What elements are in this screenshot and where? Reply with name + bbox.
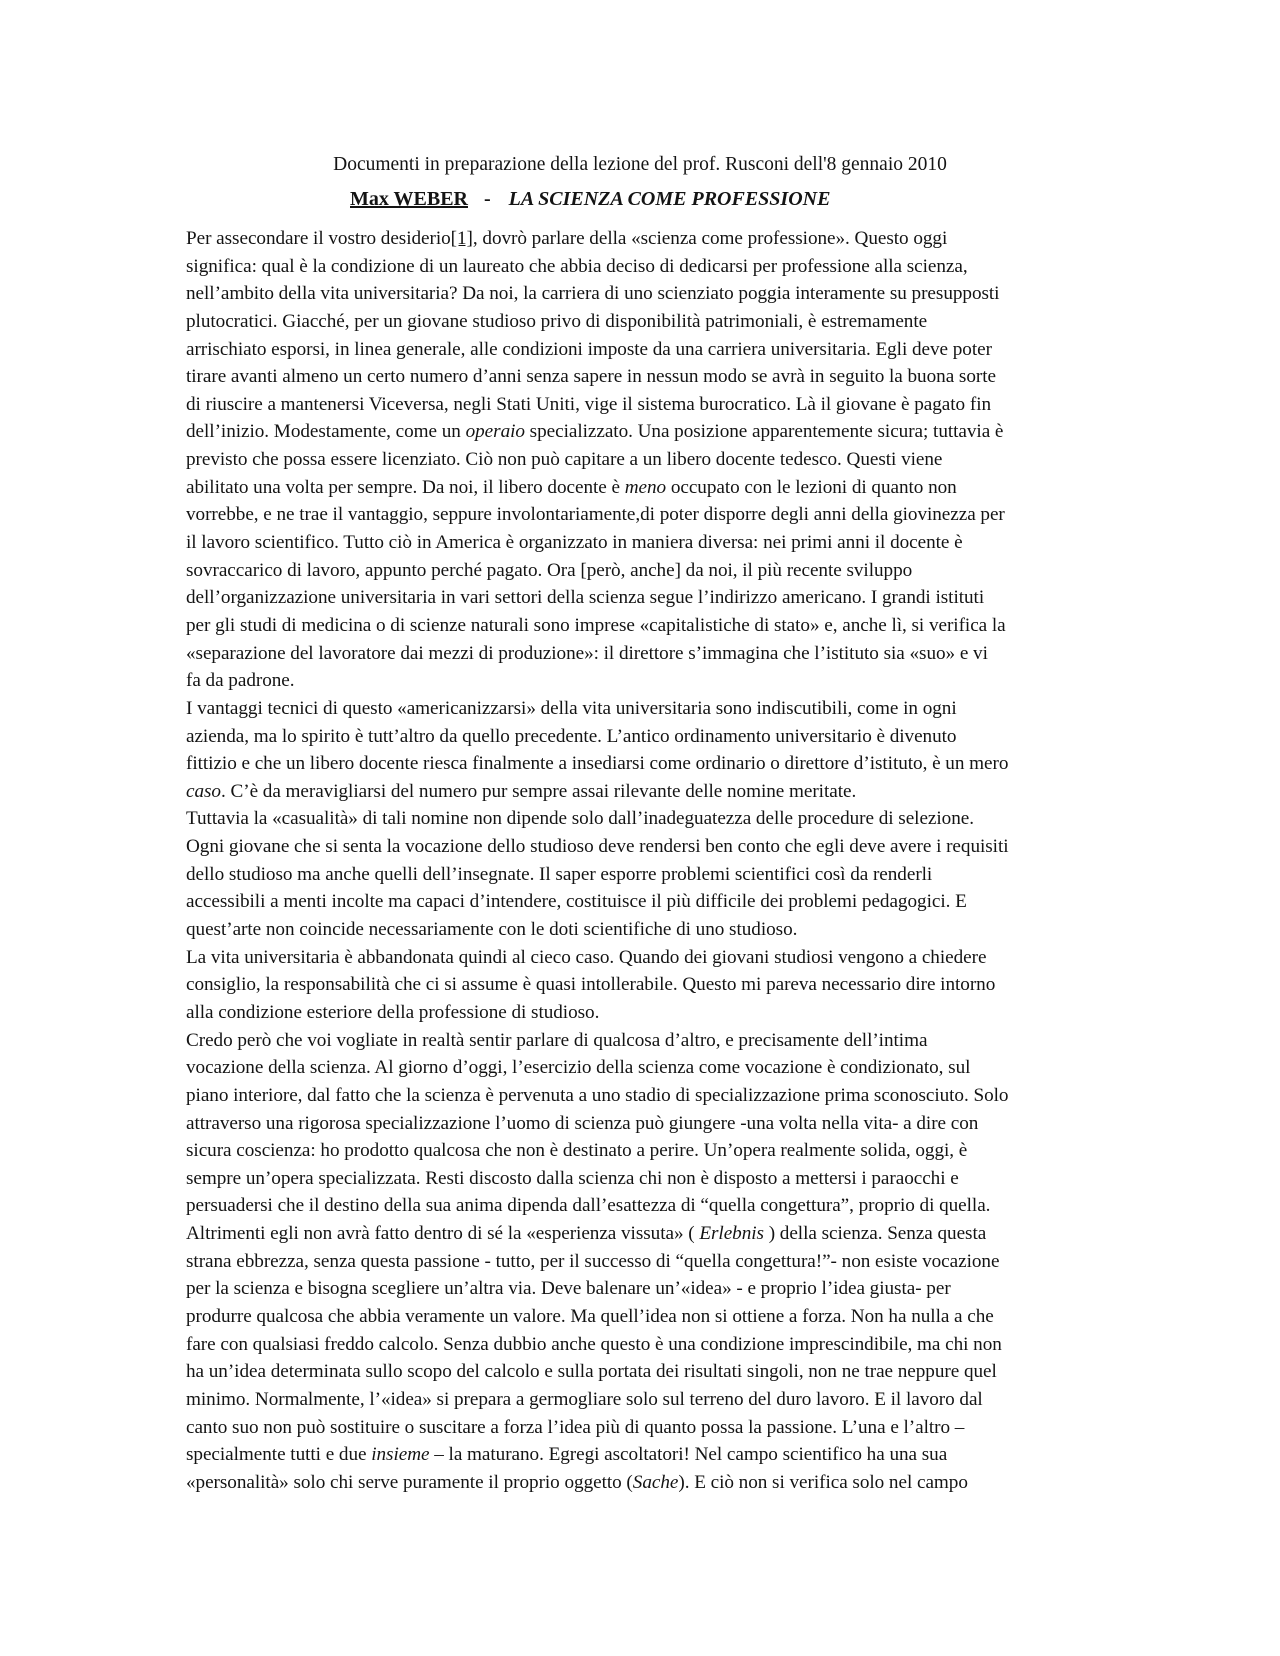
text-segment: persuadersi che il destino della sua anima dipenda dall’esattezza di “quella congettura”, proprio di quella. <box>186 1195 991 1217</box>
text-segment: sempre un’opera specializzata. Resti discosto dalla scienza chi non è disposto a mettersi i paraocchi e <box>186 1167 959 1189</box>
text-segment: specializzato. Una posizione apparentemente sicura; tuttavia è <box>524 421 1004 443</box>
text-line <box>186 557 1076 585</box>
text-line <box>186 529 1076 557</box>
text-segment: vocazione della scienza. Al giorno d’oggi, l’esercizio della scienza come vocazione è condizionato, sul <box>186 1057 971 1079</box>
text-segment: . C’è da meravigliarsi del numero pur sempre assai rilevante delle nomine meritate. <box>220 780 857 802</box>
text-segment: per la scienza e bisogna scegliere un’altra via. Deve balenare un’«idea» - e proprio l’idea giusta- per <box>186 1278 951 1300</box>
text-segment: azienda, ma lo spirito è tutt’altro da quello precedente. L’antico ordinamento universitario è divenuto <box>186 725 957 747</box>
emphasized-text: Erlebnis <box>699 1223 764 1245</box>
text-segment: abilitato una volta per sempre. Da noi, il libero docente è <box>186 476 625 498</box>
text-line <box>186 308 1076 336</box>
text-segment: I vantaggi tecnici di questo «americanizzarsi» della vita universitaria sono indiscutibili, come in ogni <box>186 697 957 719</box>
text-segment: consiglio, la responsabilità che ci si assume è quasi intollerabile. Questo mi pareva necessario dire intorno <box>186 974 996 996</box>
text-line <box>186 1054 1076 1082</box>
emphasized-text: Sache <box>632 1471 679 1493</box>
heading-dash: - <box>483 188 491 210</box>
text-segment: La vita universitaria è abbandonata quindi al cieco caso. Quando dei giovani studiosi vengono a chiedere <box>186 946 987 968</box>
text-segment: plutocratici. Giacché, per un giovane studioso privo di disponibilità patrimoniali, è estremamente <box>186 310 928 332</box>
text-segment: dello studioso ma anche quelli dell’insegnate. Il saper esporre problemi scientifici così da renderli <box>186 863 933 885</box>
text-segment: vorrebbe, e ne trae il vantaggio, seppure involontariamente,di poter disporre degli anni della giovinezza per <box>186 504 1005 526</box>
text-line <box>186 916 1076 944</box>
text-line <box>186 750 1076 778</box>
footnote-reference[interactable]: [1] <box>450 228 473 249</box>
author-name: Max WEBER <box>350 188 468 210</box>
text-segment: tirare avanti almeno un certo numero d’anni senza sapere in nessun modo se avrà in seguito la buona sorte <box>186 366 996 388</box>
emphasized-text: caso <box>186 780 221 802</box>
text-segment: piano interiore, dal fatto che la scienza è pervenuta a uno stadio di specializzazione prima sconosciuto. Solo <box>186 1084 1009 1106</box>
text-line <box>186 584 1076 612</box>
text-line <box>186 861 1076 889</box>
text-line <box>186 805 1076 833</box>
text-segment: previsto che possa essere licenziato. Ciò non può capitare a un libero docente tedesco. Questi viene <box>186 449 943 471</box>
text-segment: minimo. Normalmente, l’«idea» si prepara a germogliare solo sul terreno del duro lavoro. E il lavoro dal <box>186 1388 983 1410</box>
text-line <box>186 1358 1076 1386</box>
text-line <box>186 971 1076 999</box>
text-line <box>186 667 1076 695</box>
text-line <box>186 1469 1076 1497</box>
text-segment: arrischiato esporsi, in linea generale, alle condizioni imposte da una carriera universitaria. Egli deve poter <box>186 338 992 360</box>
text-segment: il lavoro scientifico. Tutto ciò in America è organizzato in maniera diversa: nei primi anni il docente è <box>186 532 963 554</box>
text-segment: sovraccarico di lavoro, appunto perché pagato. Ora [però, anche] da noi, il più recente sviluppo <box>186 559 913 581</box>
text-line <box>186 1165 1076 1193</box>
text-line <box>186 1414 1076 1442</box>
text-segment: occupato con le lezioni di quanto non <box>666 476 957 498</box>
text-line <box>186 999 1076 1027</box>
text-segment: alla condizione esteriore della professione di studioso. <box>186 1001 600 1023</box>
text-segment: Per assecondare il vostro desiderio <box>186 228 451 249</box>
text-segment: per gli studi di medicina o di scienze naturali sono imprese «capitalistiche di stato» e, anche lì, si verifica la <box>186 614 1006 636</box>
text-line <box>186 1082 1076 1110</box>
text-segment: fa da padrone. <box>186 670 295 692</box>
text-line <box>186 336 1076 364</box>
text-line <box>186 944 1076 972</box>
text-line <box>186 225 1076 253</box>
work-title: LA SCIENZA COME PROFESSIONE <box>508 188 831 210</box>
text-segment: ). E ciò non si verifica solo nel campo <box>678 1471 968 1493</box>
text-segment: , dovrò parlare della «scienza come professione». Questo oggi <box>472 228 948 249</box>
text-line <box>186 1303 1076 1331</box>
emphasized-text: insieme <box>371 1444 430 1466</box>
text-segment: «personalità» solo chi serve puramente il proprio oggetto ( <box>186 1471 633 1493</box>
emphasized-text: meno <box>624 476 667 498</box>
text-segment: ) della scienza. Senza questa <box>763 1223 987 1245</box>
text-segment: fittizio e che un libero docente riesca finalmente a insediarsi come ordinario o direttore d’istituto, è un mero <box>186 753 1009 775</box>
document-title: Documenti in preparazione della lezione del prof. Rusconi dell'8 gennaio 2010 <box>333 154 947 175</box>
text-line <box>186 280 1076 308</box>
text-segment: Tuttavia la «casualità» di tali nomine non dipende solo dall’inadeguatezza delle procedure di selezione. <box>186 808 974 830</box>
text-segment: ha un’idea determinata sullo scopo del calcolo e sulla portata dei risultati singoli, non ne trae neppure quel <box>186 1361 997 1383</box>
emphasized-text: operaio <box>465 421 525 443</box>
text-segment: – la maturano. Egregi ascoltatori! Nel campo scientifico ha una sua <box>429 1444 948 1466</box>
body-text <box>186 225 1076 1496</box>
text-line <box>186 1137 1076 1165</box>
text-segment: Altrimenti egli non avrà fatto dentro di sé la «esperienza vissuta» ( <box>186 1223 700 1245</box>
text-line <box>186 612 1076 640</box>
text-segment: attraverso una rigorosa specializzazione l’uomo di scienza può giungere -una volta nella vita- a dire con <box>186 1112 979 1134</box>
text-line <box>186 1220 1076 1248</box>
text-line <box>186 1192 1076 1220</box>
text-line <box>186 1110 1076 1138</box>
text-line <box>186 1386 1076 1414</box>
text-segment: accessibili a menti incolte ma capaci d’intendere, costituisce il più difficile dei problemi pedagogici. E <box>186 891 967 913</box>
text-line <box>186 1027 1076 1055</box>
text-line <box>186 363 1076 391</box>
text-line <box>186 391 1076 419</box>
lecture-heading <box>350 187 830 211</box>
text-segment: sicura coscienza: ho prodotto qualcosa che non è destinato a perire. Un’opera realmente solida, oggi, è <box>186 1140 968 1162</box>
text-segment: di riuscire a mantenersi Viceversa, negli Stati Uniti, vige il sistema burocratico. Là il giovane è pagato fin <box>186 393 992 415</box>
text-line <box>186 1441 1076 1469</box>
text-segment: Credo però che voi vogliate in realtà sentir parlare di qualcosa d’altro, e precisamente dell’intima <box>186 1029 928 1051</box>
text-line <box>186 253 1076 281</box>
text-line <box>186 833 1076 861</box>
text-line <box>186 695 1076 723</box>
text-line <box>186 723 1076 751</box>
text-line <box>186 501 1076 529</box>
text-line <box>186 1331 1076 1359</box>
text-line <box>186 446 1076 474</box>
text-segment: dell’inizio. Modestamente, come un <box>186 421 466 443</box>
text-line <box>186 640 1076 668</box>
text-segment: specialmente tutti e due <box>186 1444 372 1466</box>
text-segment: strana ebbrezza, senza questa passione - tutto, per il successo di “quella congettura!”- non esiste vocazione <box>186 1250 1000 1272</box>
text-segment: quest’arte non coincide necessariamente con le doti scientifiche di uno studioso. <box>186 919 798 941</box>
text-segment: canto suo non può sostituire o suscitare a forza l’idea più di quanto possa la passione. L’una e l’altro – <box>186 1416 965 1438</box>
text-line <box>186 1248 1076 1276</box>
text-line <box>186 1275 1076 1303</box>
text-line <box>186 418 1076 446</box>
text-segment: produrre qualcosa che abbia veramente un valore. Ma quell’idea non si ottiene a forza. Non ha nulla a che <box>186 1305 994 1327</box>
text-line <box>186 778 1076 806</box>
text-segment: Ogni giovane che si senta la vocazione dello studioso deve rendersi ben conto che egli deve avere i requisiti <box>186 836 1009 858</box>
text-segment: significa: qual è la condizione di un laureato che abbia deciso di dedicarsi per professione alla scienza, <box>186 255 968 277</box>
text-segment: fare con qualsiasi freddo calcolo. Senza dubbio anche questo è una condizione imprescindibile, ma chi non <box>186 1333 1002 1355</box>
text-segment: dell’organizzazione universitaria in vari settori della scienza segue l’indirizzo americano. I grandi istituti <box>186 587 985 609</box>
text-segment: «separazione del lavoratore dai mezzi di produzione»: il direttore s’immagina che l’istituto sia «suo» e vi <box>186 642 988 664</box>
text-line <box>186 888 1076 916</box>
text-line <box>186 474 1076 502</box>
text-segment: nell’ambito della vita universitaria? Da noi, la carriera di uno scienziato poggia interamente su presupposti <box>186 283 1000 305</box>
